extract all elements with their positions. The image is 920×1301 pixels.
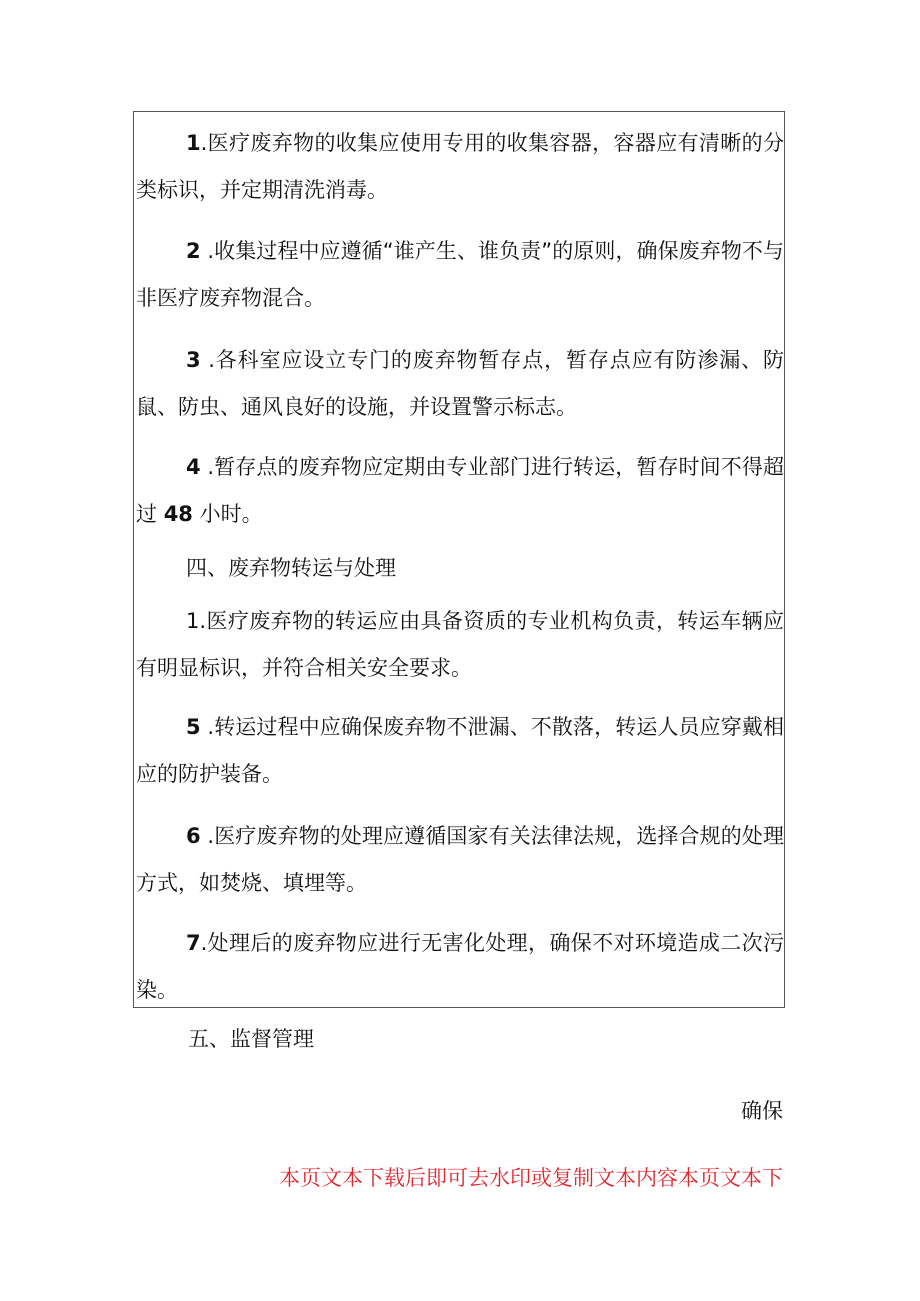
item-number: 1 [186,131,201,155]
list-item-storage-time [136,444,784,538]
item-text: 小时。 [192,502,263,526]
list-item-harmless-treatment [136,920,784,1014]
list-item-responsibility [136,228,784,322]
item-text: .收集过程中应遵循“谁产生、谁负责”的原则，确保废弃物不与非医疗废弃物混合。 [136,239,784,310]
storage-hours-value: 48 [163,502,193,526]
item-text: .医疗废弃物的收集应使用专用的收集容器，容器应有清晰的分类标识，并定期清洗消毒。 [136,131,784,202]
item-number: 4 [186,455,201,479]
item-text: .各科室应设立专门的废弃物暂存点，暂存点应有防渗漏、防鼠、防虫、通风良好的设施，并设置警示标志。 [136,348,784,419]
item-number: 2 [186,239,201,263]
item-number: 3 [186,348,201,372]
list-item-disposal-law [136,813,784,907]
item-text: .处理后的废弃物应进行无害化处理，确保不对环境造成二次污染。 [136,931,784,1002]
item-text: .医疗废弃物的转运应由具备资质的专业机构负责，转运车辆应有明显标识，并符合相关安全要求。 [136,609,784,680]
item-number: 5 [186,715,201,739]
list-item-collection-containers [136,120,784,214]
list-item-transport-safety [136,704,784,798]
list-item-storage-point [136,337,784,431]
item-number: 1 [186,609,200,633]
item-text: .转运过程中应确保废弃物不泄漏、不散落，转运人员应穿戴相应的防护装备。 [136,715,784,786]
watermark-notice: 本页文本下载后即可去水印或复制文本内容本页文本下 [279,1166,783,1190]
item-number: 7 [186,931,201,955]
trailing-text: 确保 [741,1099,783,1123]
section-heading-supervision: 五、监督管理 [188,1027,314,1051]
section-heading-transport: 四、废弃物转运与处理 [186,556,396,580]
item-text: .医疗废弃物的处理应遵循国家有关法律法规，选择合规的处理方式，如焚烧、填埋等。 [136,824,784,895]
item-number: 6 [186,824,201,848]
item-text: .暂存点的废弃物应定期由专业部门进行转运，暂存时间不得超过 [136,455,784,526]
list-item-transport-agency [136,598,784,692]
